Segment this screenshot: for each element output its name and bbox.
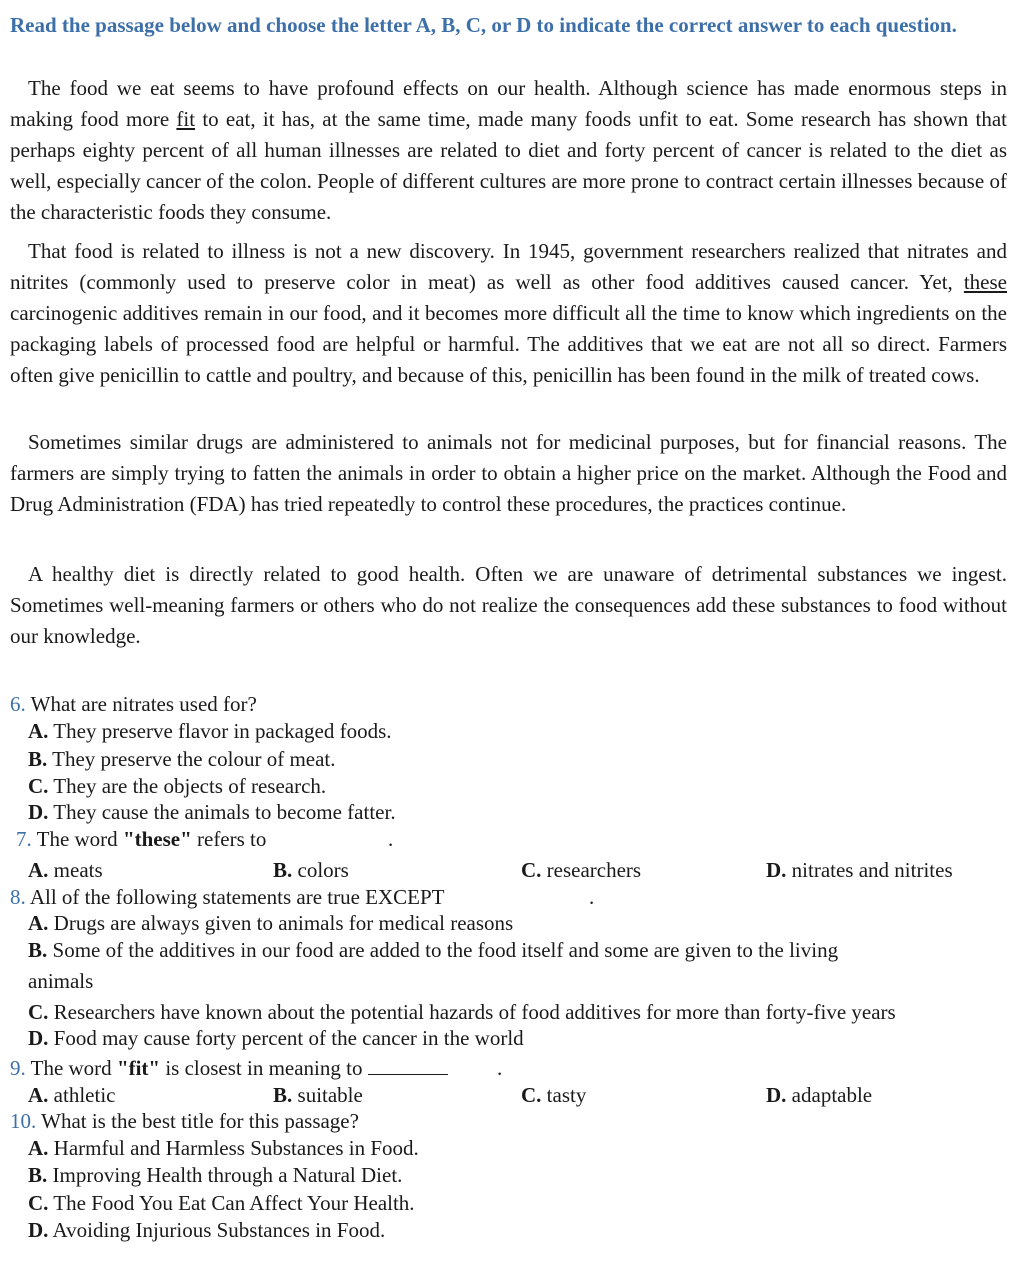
passage-paragraph-2 — [10, 236, 1007, 391]
q10-option-a[interactable] — [28, 1135, 419, 1162]
q7-option-a[interactable] — [28, 857, 103, 884]
option-text: suitable — [292, 1083, 363, 1107]
p2-text-before: That food is related to illness is not a new discovery. In 1945, government researchers realized that nitrates and nitrites (commonly used to preserve color in meat) as well as other food additives caused cancer. Yet, — [10, 239, 1007, 294]
q6-option-a[interactable] — [28, 718, 392, 745]
q9-option-a[interactable] — [28, 1082, 115, 1109]
q7-option-b[interactable] — [273, 857, 349, 884]
option-text: They are the objects of research. — [48, 774, 327, 798]
p2-text-after: carcinogenic additives remain in our food, and it becomes more difficult all the time to know which ingredients on the packaging labels of processed food are helpful or harmful. The additives that we eat are not all so direct. Farmers often give penicillin to cattle and poultry, and because of this, penicillin has been found in the milk of treated cows. — [10, 301, 1007, 387]
q7-trailing-mark: . — [388, 827, 394, 851]
underlined-word-these: these — [963, 270, 1007, 294]
question-number: 9. — [10, 1056, 26, 1080]
option-letter: A. — [28, 911, 49, 935]
option-letter: B. — [28, 747, 48, 771]
option-letter: C. — [28, 1000, 49, 1024]
q8-option-b-continued: animals — [28, 969, 94, 993]
question-term: "fit" — [116, 1056, 161, 1080]
option-letter: C. — [28, 1191, 49, 1215]
option-text: Drugs are always given to animals for medical reasons — [48, 911, 514, 935]
option-text: Improving Health through a Natural Diet. — [47, 1163, 403, 1187]
option-text: Food may cause forty percent of the cancer in the world — [48, 1026, 524, 1050]
option-letter: C. — [521, 1083, 542, 1107]
question-number: 8. — [10, 885, 26, 909]
option-letter: D. — [28, 1218, 49, 1242]
passage-paragraph-1 — [10, 73, 1007, 228]
q9-option-b[interactable] — [273, 1082, 363, 1109]
option-text: athletic — [48, 1083, 116, 1107]
option-letter: A. — [28, 1083, 49, 1107]
question-9 — [10, 1055, 448, 1082]
question-text-post: is closest in meaning to — [160, 1056, 368, 1080]
q9-trailing-mark: . — [497, 1056, 503, 1080]
question-text: What are nitrates used for? — [25, 692, 257, 716]
q6-option-b[interactable] — [28, 746, 336, 773]
option-text: They preserve flavor in packaged foods. — [48, 719, 392, 743]
q10-option-d[interactable] — [28, 1217, 385, 1244]
option-text: Avoiding Injurious Substances in Food. — [48, 1218, 386, 1242]
option-text: Harmful and Harmless Substances in Food. — [48, 1136, 419, 1160]
option-letter: D. — [766, 1083, 787, 1107]
passage-paragraph-3: Sometimes similar drugs are administered to animals not for medicinal purposes, but for financial reasons. The farmers are simply trying to fatten the animals in order to obtain a higher price on the market. Although the Food and Drug Administration (FDA) has tried repeatedly to control these procedures, the practices continue. — [10, 430, 1007, 516]
q8-option-a[interactable] — [28, 910, 513, 937]
option-text: The Food You Eat Can Affect Your Health. — [48, 1191, 415, 1215]
option-letter: A. — [28, 858, 49, 882]
q9-option-c[interactable] — [521, 1082, 586, 1109]
passage-paragraph-4: A healthy diet is directly related to good health. Often we are unaware of detrimental substances we ingest. Sometimes well-meaning farmers or others who do not realize the consequences add these substances to food without our knowledge. — [10, 562, 1007, 648]
answer-blank[interactable] — [368, 1056, 448, 1075]
option-letter: A. — [28, 719, 49, 743]
option-letter: B. — [28, 938, 48, 962]
question-text-pre: The word — [25, 1056, 117, 1080]
question-text: What is the best title for this passage? — [36, 1109, 359, 1133]
p1-text-after: to eat, it has, at the same time, made many foods unfit to eat. Some research has shown that perhaps eighty percent of all human illnesses are related to diet and forty percent of cancer is related to the diet as well, especially cancer of the colon. People of different cultures are more prone to contract certain illnesses because of the characteristic foods they consume. — [10, 107, 1007, 224]
p1-text-before: The food we eat seems to have profound effects on our health. Although science has made enormous steps in making food more — [10, 76, 1007, 131]
q7-option-c[interactable] — [521, 857, 641, 884]
q7-option-d[interactable] — [766, 857, 953, 884]
q8-option-c[interactable] — [28, 999, 896, 1026]
option-text: nitrates and nitrites — [786, 858, 953, 882]
question-number: 10. — [10, 1109, 37, 1133]
q10-option-c[interactable] — [28, 1190, 415, 1217]
option-letter: C. — [521, 858, 542, 882]
question-number: 7. — [16, 827, 32, 851]
option-letter: B. — [273, 858, 293, 882]
question-10 — [10, 1108, 359, 1135]
option-letter: D. — [28, 1026, 49, 1050]
option-text: They preserve the colour of meat. — [47, 747, 336, 771]
option-text: Some of the additives in our food are added to the food itself and some are given to the living — [47, 938, 839, 962]
option-letter: D. — [766, 858, 787, 882]
option-text: Researchers have known about the potential hazards of food additives for more than forty-five years — [48, 1000, 896, 1024]
option-text: meats — [48, 858, 103, 882]
option-letter: B. — [28, 1163, 48, 1187]
question-text: All of the following statements are true EXCEPT — [25, 885, 445, 909]
q8-trailing-mark: . — [589, 885, 595, 909]
question-text-pre: The word — [31, 827, 123, 851]
q6-option-c[interactable] — [28, 773, 326, 800]
question-6 — [10, 691, 257, 718]
q9-option-d[interactable] — [766, 1082, 872, 1109]
q10-option-b[interactable] — [28, 1162, 402, 1189]
question-number: 6. — [10, 692, 26, 716]
q8-option-d[interactable] — [28, 1025, 524, 1052]
option-text: researchers — [541, 858, 642, 882]
option-text: tasty — [541, 1083, 587, 1107]
option-letter: C. — [28, 774, 49, 798]
question-text-post: refers to — [191, 827, 267, 851]
question-7 — [16, 826, 266, 853]
option-letter: A. — [28, 1136, 49, 1160]
q8-option-b[interactable] — [28, 937, 838, 964]
option-letter: B. — [273, 1083, 293, 1107]
option-text: They cause the animals to become fatter. — [48, 800, 396, 824]
option-text: colors — [292, 858, 349, 882]
question-8 — [10, 884, 445, 911]
instruction-heading: Read the passage below and choose the letter A, B, C, or D to indicate the correct answer to each question. — [10, 13, 957, 37]
question-term: "these" — [122, 827, 192, 851]
q6-option-d[interactable] — [28, 799, 396, 826]
option-text: adaptable — [786, 1083, 873, 1107]
option-letter: D. — [28, 800, 49, 824]
underlined-word-fit: fit — [176, 107, 196, 131]
